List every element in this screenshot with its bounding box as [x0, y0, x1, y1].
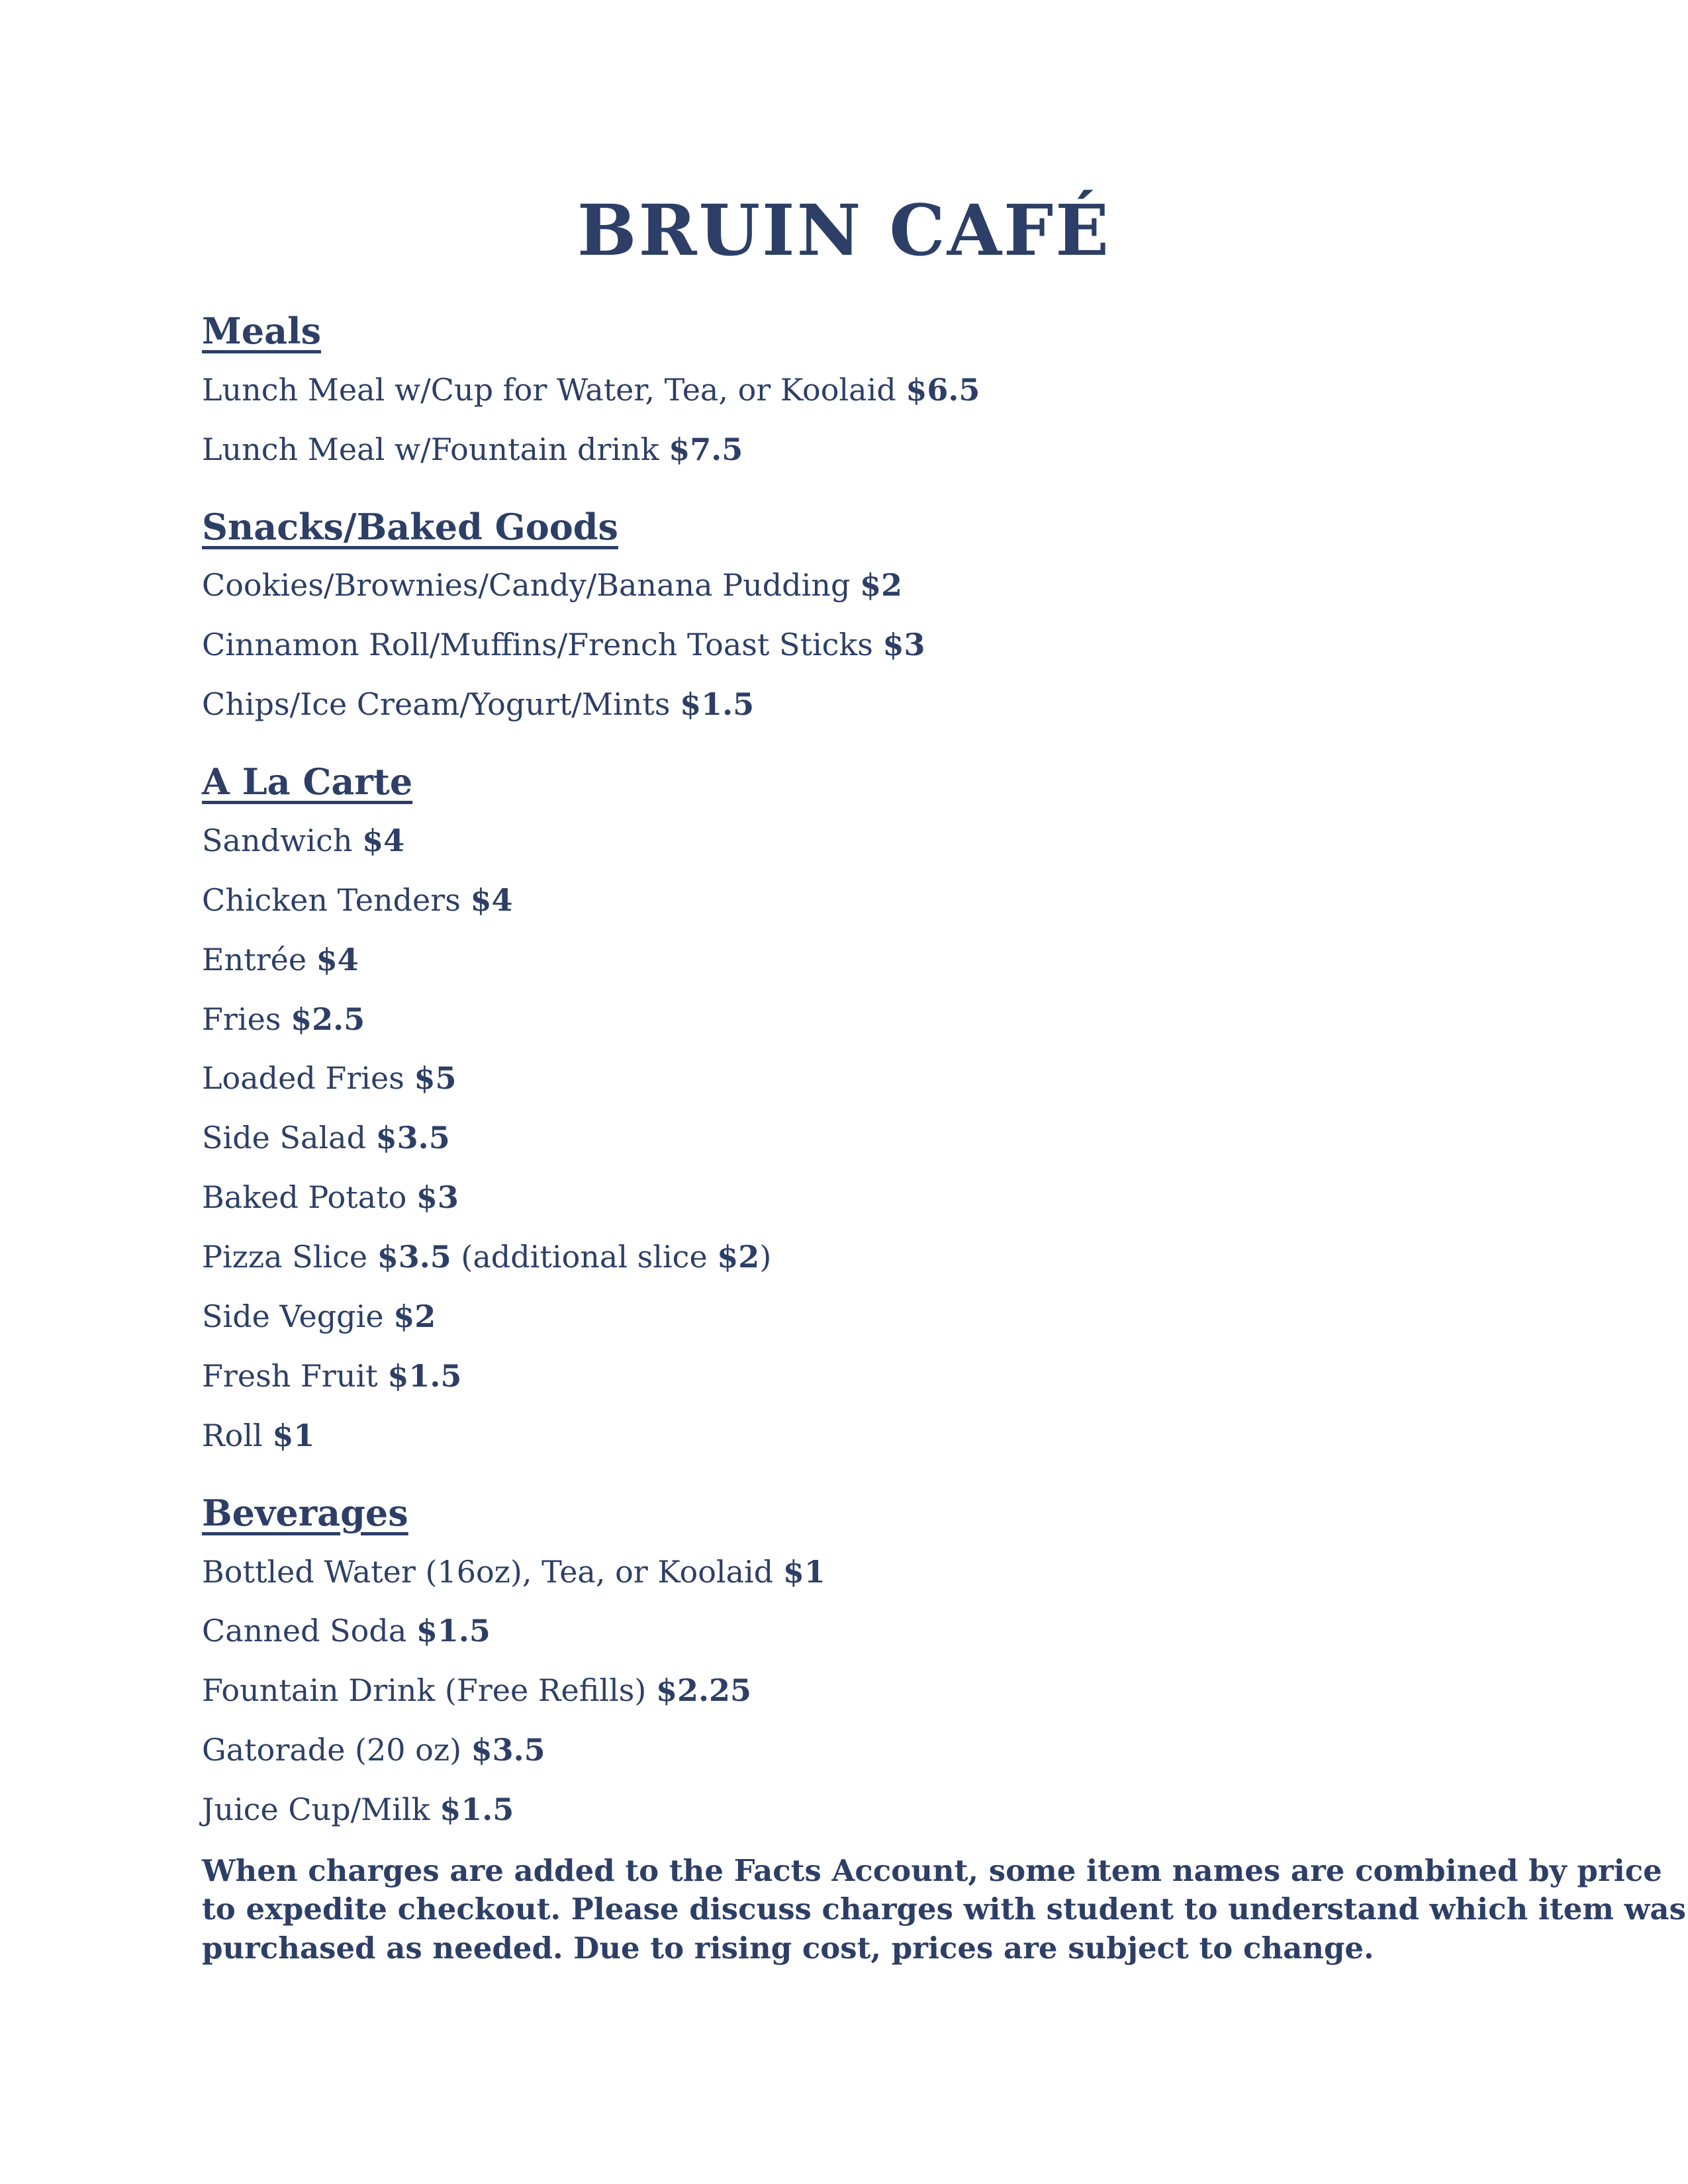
- menu-item: [202, 1120, 1569, 1156]
- menu-item: [202, 823, 1569, 858]
- menu-item: [202, 1299, 1569, 1334]
- item-price: $3.5: [375, 1120, 450, 1156]
- item-label: Entrée: [202, 941, 316, 978]
- item-price: $1.5: [416, 1613, 491, 1649]
- item-price: $7.5: [669, 431, 743, 467]
- item-price: $4: [362, 822, 405, 858]
- item-price: $4: [470, 882, 513, 918]
- item-label: Fresh Fruit: [202, 1357, 388, 1394]
- item-label: Bottled Water (16oz), Tea, or Koolaid: [202, 1553, 783, 1590]
- item-price: $2: [860, 567, 903, 604]
- item-label: Cinnamon Roll/Muffins/French Toast Sticks: [202, 627, 883, 663]
- menu-item: [202, 883, 1569, 918]
- item-price: $1: [272, 1417, 315, 1453]
- menu-item: [202, 687, 1569, 722]
- item-price: $5: [414, 1060, 457, 1097]
- item-label: Lunch Meal w/Cup for Water, Tea, or Koolaid: [202, 371, 906, 408]
- item-price: $1.5: [440, 1792, 514, 1828]
- menu-item: [202, 432, 1569, 467]
- footer-line: purchased as needed. Due to rising cost, prices are subject to change.: [202, 1930, 1374, 1966]
- menu-item: [202, 1359, 1569, 1394]
- menu-sections: [202, 310, 1569, 1827]
- menu-item: [202, 1614, 1569, 1649]
- item-label: Gatorade (20 oz): [202, 1732, 471, 1768]
- item-label: Fries: [202, 1001, 291, 1037]
- item-label: ): [759, 1239, 772, 1275]
- footer-note: [202, 1852, 1686, 1968]
- item-label: Canned Soda: [202, 1613, 416, 1649]
- item-price: $6.5: [906, 371, 980, 408]
- item-price: $2.25: [655, 1672, 752, 1709]
- item-label: (additional slice: [451, 1239, 718, 1275]
- section-heading: Meals: [202, 310, 322, 353]
- item-label: Sandwich: [202, 822, 363, 858]
- item-label: Lunch Meal w/Fountain drink: [202, 431, 669, 467]
- menu-item: [202, 373, 1569, 408]
- menu-item: [202, 1733, 1569, 1768]
- menu-item: [202, 1240, 1569, 1275]
- section-heading: Beverages: [202, 1491, 408, 1534]
- item-price: $1.5: [387, 1357, 462, 1394]
- item-price: $3: [882, 627, 925, 663]
- page-title: BRUIN CAFÉ: [577, 189, 1111, 271]
- menu-item: [202, 1061, 1569, 1096]
- item-label: Roll: [202, 1417, 273, 1453]
- item-label: Chips/Ice Cream/Yogurt/Mints: [202, 686, 680, 723]
- menu-item: [202, 568, 1569, 603]
- menu-item: [202, 1180, 1569, 1215]
- menu-item: [202, 1673, 1569, 1708]
- footer-line: When charges are added to the Facts Account, some item names are combined by price: [202, 1852, 1662, 1888]
- item-label: Baked Potato: [202, 1179, 416, 1216]
- menu-item: [202, 627, 1569, 662]
- item-label: Fountain Drink (Free Refills): [202, 1672, 656, 1709]
- item-label: Loaded Fries: [202, 1060, 414, 1097]
- menu-item: [202, 1792, 1569, 1827]
- item-price: $4: [316, 941, 359, 978]
- footer-line: to expedite checkout. Please discuss charges with student to understand which item was: [202, 1891, 1686, 1927]
- item-label: Pizza Slice: [202, 1239, 377, 1275]
- item-price: $3.5: [377, 1239, 451, 1275]
- item-price: $3: [416, 1179, 459, 1216]
- item-price: $2: [393, 1298, 436, 1335]
- item-label: Chicken Tenders: [202, 882, 471, 918]
- menu-item: [202, 942, 1569, 978]
- item-price: $3.5: [471, 1732, 545, 1768]
- item-label: Juice Cup/Milk: [202, 1792, 440, 1828]
- item-label: Cookies/Brownies/Candy/Banana Pudding: [202, 567, 861, 604]
- item-price: $1: [782, 1553, 825, 1590]
- item-price: $1.5: [680, 686, 755, 723]
- item-label: Side Veggie: [202, 1298, 394, 1335]
- item-price: $2: [717, 1239, 760, 1275]
- item-label: Side Salad: [202, 1120, 376, 1156]
- item-price: $2.5: [291, 1001, 365, 1037]
- section-heading: A La Carte: [202, 760, 413, 803]
- menu-item: [202, 1555, 1569, 1590]
- menu-item: [202, 1418, 1569, 1453]
- menu-item: [202, 1002, 1569, 1037]
- section-heading: Snacks/Baked Goods: [202, 505, 618, 548]
